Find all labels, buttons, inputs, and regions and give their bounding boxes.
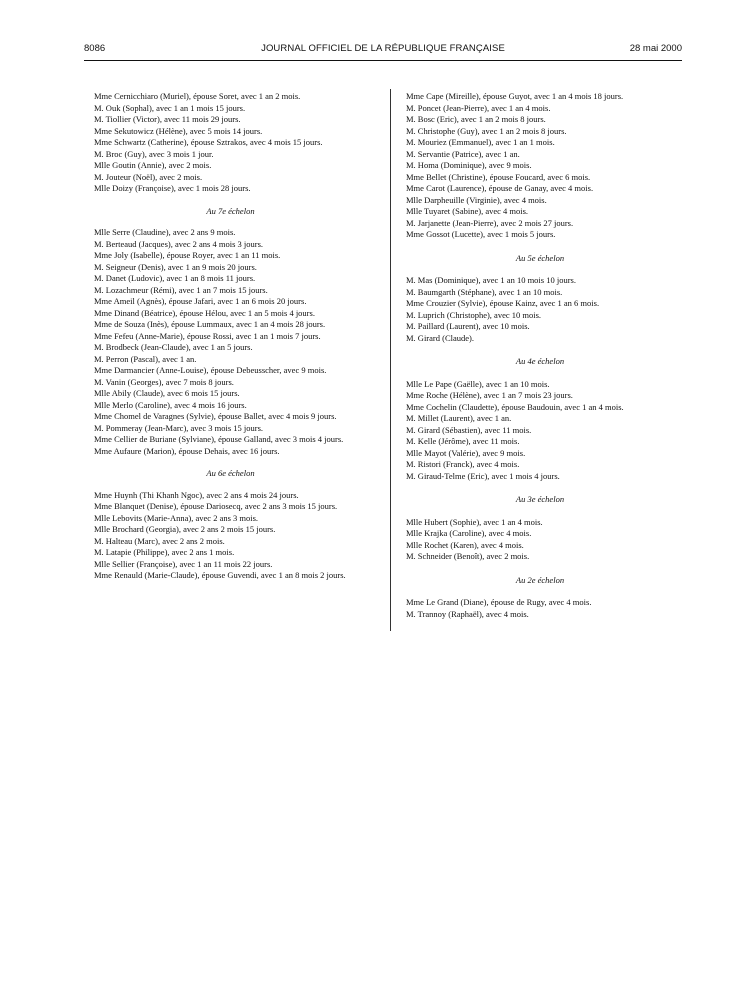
section-heading-3e-echelon: Au 3e échelon <box>515 494 565 504</box>
list-item: Mlle Goutin (Annie), avec 2 mois. <box>94 160 212 170</box>
list-item: Mlle Serre (Claudine), avec 2 ans 9 mois. <box>94 227 236 237</box>
list-item: Mlle Mayot (Valérie), avec 9 mois. <box>406 447 526 458</box>
list-item: Mlle Rochet (Karen), avec 4 mois. <box>406 539 524 550</box>
publication-date: 28 mai 2000 <box>629 43 682 54</box>
page-header <box>84 43 682 57</box>
list-item: Mlle Brochard (Georgia), avec 2 ans 2 mois 15 jours. <box>94 524 276 534</box>
list-item: Mme Chomel de Varagnes (Sylvie), épouse Ballet, avec 4 mois 9 jours. <box>94 411 337 421</box>
list-item: M. Mouriez (Emmanuel), avec 1 an 1 mois. <box>406 137 555 147</box>
list-item: Mme Huynh (Thi Khanh Ngoc), avec 2 ans 4 mois 24 jours. <box>94 489 299 500</box>
list-item: Mme de Souza (Inès), épouse Lummaux, avec 1 an 4 mois 28 jours. <box>94 319 326 329</box>
list-item: M. Danet (Ludovic), avec 1 an 8 mois 11 jours. <box>94 273 256 283</box>
list-item: Mme Renauld (Marie-Claude), épouse Guvendi, avec 1 an 8 mois 2 jours. <box>94 570 346 580</box>
list-item: M. Tiollier (Victor), avec 11 mois 29 jours. <box>94 114 241 124</box>
list-item: Mlle Le Pape (Gaëlle), avec 1 an 10 mois. <box>406 378 550 389</box>
list-item: Mme Dinand (Béatrice), épouse Hélou, avec 1 an 5 mois 4 jours. <box>94 307 315 318</box>
list-item: M. Jouteur (Noël), avec 2 mois. <box>94 171 203 182</box>
list-item: M. Jarjanette (Jean-Pierre), avec 2 mois 27 jours. <box>406 217 574 228</box>
list-item: Mlle Tuyaret (Sabine), avec 4 mois. <box>406 206 529 216</box>
page-number: 8086 <box>84 43 106 54</box>
list-item: Mme Sekutowicz (Hélène), avec 5 mois 14 jours. <box>94 125 263 136</box>
list-item: Mme Le Grand (Diane), épouse de Rugy, avec 4 mois. <box>406 597 592 607</box>
list-item: Mme Schwartz (Catherine), épouse Sztrakos, avec 4 mois 15 jours. <box>94 137 323 147</box>
list-item: Mme Aufaure (Marion), épouse Dehais, avec 16 jours. <box>94 445 280 456</box>
list-item: Mme Cape (Mireille), épouse Guyot, avec 1 an 4 mois 18 jours. <box>406 91 624 101</box>
list-item: M. Bosc (Eric), avec 1 an 2 mois 8 jours. <box>406 114 546 124</box>
list-item: Mme Cernicchiaro (Muriel), épouse Soret, avec 1 an 2 mois. <box>94 91 301 101</box>
list-item: M. Seigneur (Denis), avec 1 an 9 mois 20 jours. <box>94 261 257 272</box>
section-heading-2e-echelon: Au 2e échelon <box>515 574 565 585</box>
list-item: M. Broc (Guy), avec 3 mois 1 jour. <box>94 148 214 159</box>
list-item: Mlle Merlo (Caroline), avec 4 mois 16 jours. <box>94 399 247 410</box>
list-item: M. Latapie (Philippe), avec 2 ans 1 mois. <box>94 547 235 557</box>
list-item: M. Girard (Claude). <box>406 332 474 343</box>
list-item: Mme Fefeu (Anne-Marie), épouse Rossi, avec 1 an 1 mois 7 jours. <box>94 330 321 341</box>
list-item: Mlle Abily (Claude), avec 6 mois 15 jours. <box>94 388 240 398</box>
list-item: M. Berteaud (Jacques), avec 2 ans 4 mois 3 jours. <box>94 238 264 249</box>
section-heading-5e-echelon: Au 5e échelon <box>515 252 565 263</box>
list-item: M. Perron (Pascal), avec 1 an. <box>94 353 197 364</box>
section-heading-4e-echelon: Au 4e échelon <box>515 356 565 366</box>
list-item: M. Brodbeck (Jean-Claude), avec 1 an 5 jours. <box>94 342 253 352</box>
header-rule <box>84 60 682 61</box>
list-item: M. Baumgarth (Stéphane), avec 1 an 10 mois. <box>406 286 563 297</box>
list-item: Mme Darmancier (Anne-Louise), épouse Debeusscher, avec 9 mois. <box>94 365 327 375</box>
list-item: Mme Cochelin (Claudette), épouse Baudouin, avec 1 an 4 mois. <box>406 401 624 412</box>
list-item: M. Paillard (Laurent), avec 10 mois. <box>406 321 530 331</box>
list-item: Mlle Sellier (Françoise), avec 1 an 11 mois 22 jours. <box>94 558 273 569</box>
list-item: Mme Ameil (Agnès), épouse Jafari, avec 1 an 6 mois 20 jours. <box>94 296 307 306</box>
list-item: M. Servantie (Patrice), avec 1 an. <box>406 148 520 159</box>
list-item: M. Girard (Sébastien), avec 11 mois. <box>406 424 532 435</box>
section-heading-7e-echelon: Au 7e échelon <box>206 205 255 216</box>
list-item: M. Trannoy (Raphaël), avec 4 mois. <box>406 608 529 619</box>
list-item: M. Halteau (Marc), avec 2 ans 2 mois. <box>94 535 225 546</box>
list-item: M. Pommeray (Jean-Marc), avec 3 mois 15 jours. <box>94 422 264 433</box>
list-item: Mme Crouzier (Sylvie), épouse Kainz, avec 1 an 6 mois. <box>406 298 600 308</box>
list-item: M. Mas (Dominique), avec 1 an 10 mois 10 jours. <box>406 275 576 285</box>
list-item: M. Kelle (Jérôme), avec 11 mois. <box>406 436 520 446</box>
list-item: M. Homa (Dominique), avec 9 mois. <box>406 160 532 170</box>
list-item: M. Luprich (Christophe), avec 10 mois. <box>406 309 542 320</box>
list-item: Mlle Hubert (Sophie), avec 1 an 4 mois. <box>406 516 543 527</box>
list-item: M. Ristori (Franck), avec 4 mois. <box>406 459 520 469</box>
section-heading-6e-echelon: Au 6e échelon <box>206 468 255 478</box>
list-item: Mlle Darpheuille (Virginie), avec 4 mois. <box>406 194 547 205</box>
list-item: M. Ouk (Sophal), avec 1 an 1 mois 15 jours. <box>94 102 246 113</box>
list-item: Mme Bellet (Christine), épouse Foucard, avec 6 mois. <box>406 171 591 182</box>
list-item: Mme Cellier de Buriane (Sylviane), épouse Galland, avec 3 mois 4 jours. <box>94 434 344 444</box>
list-item: M. Vanin (Georges), avec 7 mois 8 jours. <box>94 376 234 387</box>
list-item: Mme Carot (Laurence), épouse de Ganay, avec 4 mois. <box>406 183 594 193</box>
list-item: Mlle Doizy (Françoise), avec 1 mois 28 jours. <box>94 183 251 193</box>
journal-title: JOURNAL OFFICIEL DE LA RÉPUBLIQUE FRANÇAISE <box>261 43 505 54</box>
list-item: Mlle Krajka (Caroline), avec 4 mois. <box>406 528 532 538</box>
right-column <box>398 91 682 620</box>
left-column <box>86 91 375 582</box>
list-item: M. Poncet (Jean-Pierre), avec 1 an 4 mois. <box>406 102 551 113</box>
list-item: M. Millet (Laurent), avec 1 an. <box>406 413 512 423</box>
column-divider <box>390 89 391 631</box>
list-item: M. Lozachmeur (Rémi), avec 1 an 7 mois 15 jours. <box>94 284 268 295</box>
list-item: Mme Roche (Hélène), avec 1 an 7 mois 23 jours. <box>406 390 573 400</box>
list-item: M. Christophe (Guy), avec 1 an 2 mois 8 jours. <box>406 125 567 136</box>
list-item: M. Schneider (Benoît), avec 2 mois. <box>406 551 530 561</box>
list-item: Mlle Lebovits (Marie-Anna), avec 2 ans 3 mois. <box>94 512 259 523</box>
list-item: Mme Gossot (Lucette), avec 1 mois 5 jours. <box>406 229 556 239</box>
list-item: M. Giraud-Telme (Eric), avec 1 mois 4 jours. <box>406 470 560 481</box>
list-item: Mme Blanquet (Denise), épouse Dariosecq, avec 2 ans 3 mois 15 jours. <box>94 501 338 511</box>
list-item: Mme Joly (Isabelle), épouse Royer, avec 1 an 11 mois. <box>94 250 281 260</box>
